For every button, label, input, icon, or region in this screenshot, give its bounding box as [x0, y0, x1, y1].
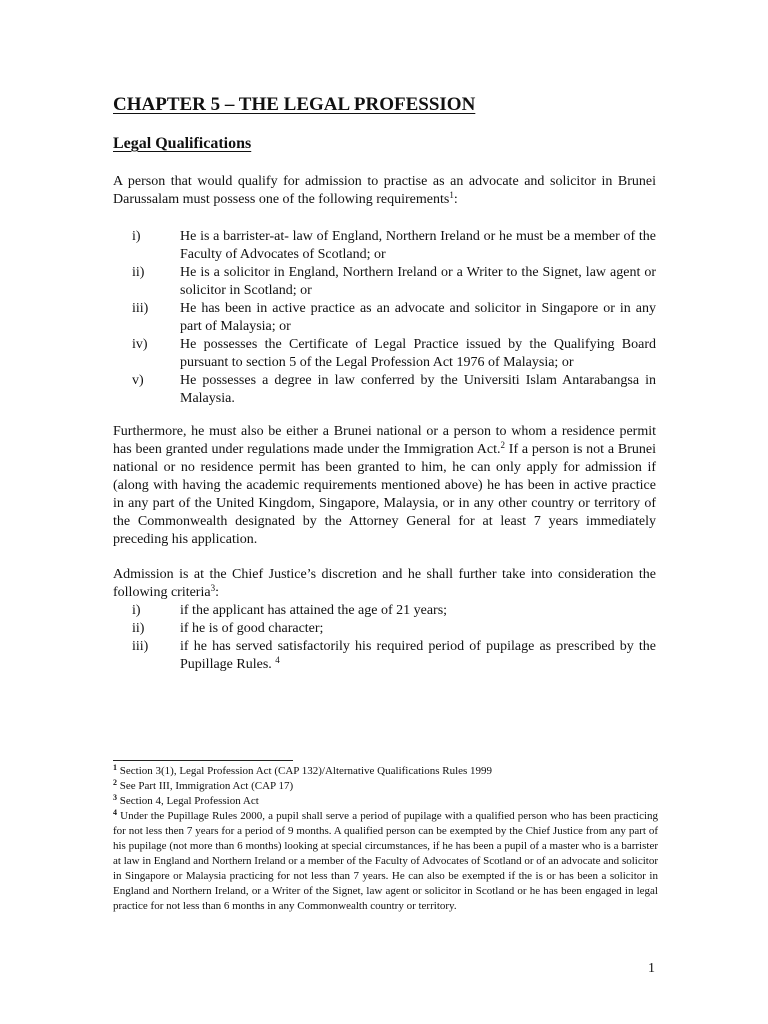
intro-paragraph	[113, 173, 656, 209]
residence-text-part2: If a person is not a Brunei national or no residence permit has been granted to him, he can only apply for admission if (along with having the academic requirements mentioned above) he has been in active practice in any part of the United Kingdom, Singapore, Malaysia, or in any other country or territory of the Commonwealth designated by the Attorney General for at least 7 years immediately preceding his application.	[113, 442, 656, 547]
footnote	[113, 764, 658, 779]
chapter-title: CHAPTER 5 – THE LEGAL PROFESSION	[113, 94, 476, 115]
footnote	[113, 779, 658, 794]
footnote	[113, 809, 658, 914]
list-item	[113, 638, 656, 674]
criteria-list	[113, 602, 656, 674]
list-item-number: ii)	[132, 265, 145, 280]
footnote-text: See Part III, Immigration Act (CAP 17)	[119, 780, 294, 792]
list-item-text: He is a barrister-at- law of England, Northern Ireland or he must be a member of the Faculty of Advocates of Scotland; or	[180, 229, 656, 262]
residence-paragraph	[113, 423, 656, 549]
section-heading: Legal Qualifications	[113, 135, 252, 152]
list-item-number: iii)	[132, 639, 149, 654]
list-item	[113, 602, 656, 620]
list-item	[113, 372, 656, 408]
footnote-separator	[113, 760, 293, 761]
page-number: 1	[648, 961, 655, 976]
list-item	[113, 228, 656, 264]
footnote-text: Section 3(1), Legal Profession Act (CAP 132)/Alternative Qualifications Rules 1999	[119, 765, 493, 777]
list-item-number: i)	[132, 229, 141, 244]
list-item-number: iii)	[132, 301, 149, 316]
footnote-ref: 2	[500, 440, 506, 450]
footnote-ref: 4	[275, 655, 280, 665]
list-item-number: v)	[132, 373, 144, 388]
footnote-text: Under the Pupillage Rules 2000, a pupil shall serve a period of pupilage with a qualified person who has been practicing for not less then 7 years for a period of 9 months. A qualified person can be exempted by the Chief Justice from any part of his pupilage (not more than 6 months) looking at special circumstances, if he has been a pupil of a master who is a barrister at law in England and Northern Ireland or a member of the Faculty of Advocates of Scotland or of an advocate and solicitor in Singapore or Malaysia practicing for not less than 7 years. He can also be exempted if the is or has been a solicitor in England and Northern Ireland, or a Writer of the Signet, law agent or solicitor in Scotland or he has been engaged in legal practice for not less than 6 months in any Commonwealth country or territory.	[113, 810, 659, 912]
footnote-number: 3	[113, 793, 117, 802]
list-item	[113, 264, 656, 300]
list-item-text: He is a solicitor in England, Northern Ireland or a Writer to the Signet, law agent or solicitor in Scotland; or	[180, 265, 656, 298]
footnote-text: Section 4, Legal Profession Act	[119, 795, 259, 807]
footnote-number: 2	[113, 778, 117, 787]
list-item-text: if he is of good character;	[180, 621, 324, 636]
footnote-number: 4	[113, 808, 117, 817]
intro-end: :	[453, 192, 458, 207]
footnote	[113, 794, 658, 809]
criteria-list-container	[113, 602, 656, 674]
list-item-number: ii)	[132, 621, 145, 636]
footnotes	[113, 764, 658, 914]
list-item-number: i)	[132, 603, 141, 618]
list-item	[113, 336, 656, 372]
list-item-text: if he has served satisfactorily his required period of pupilage as prescribed by the Pupillage Rules.	[180, 639, 656, 672]
list-item	[113, 300, 656, 336]
list-item-text: He possesses a degree in law conferred by the Universiti Islam Antarabangsa in Malaysia.	[180, 373, 656, 406]
list-item-text: He possesses the Certificate of Legal Practice issued by the Qualifying Board pursuant to section 5 of the Legal Profession Act 1976 of Malaysia; or	[180, 337, 656, 370]
footnote-ref: 3	[210, 583, 216, 593]
requirements-list	[113, 228, 656, 408]
admission-paragraph	[113, 566, 656, 602]
requirements-list-container	[113, 228, 656, 408]
footnote-number: 1	[113, 763, 117, 772]
admission-text: Admission is at the Chief Justice’s discretion and he shall further take into consideration the following criteria	[113, 567, 656, 600]
list-item-number: iv)	[132, 337, 148, 352]
list-item	[113, 620, 656, 638]
intro-text: A person that would qualify for admission to practise as an advocate and solicitor in Brunei Darussalam must possess one of the following requirements	[113, 174, 656, 207]
list-item-text: He has been in active practice as an advocate and solicitor in Singapore or in any part of Malaysia; or	[180, 301, 656, 334]
residence-text-part1: Furthermore, he must also be either a Brunei national or a person to whom a residence permit has been granted under regulations made under the Immigration Act.	[113, 424, 656, 457]
footnote-ref: 1	[449, 190, 454, 200]
admission-end: :	[215, 585, 219, 600]
list-item-text: if the applicant has attained the age of 21 years;	[180, 603, 448, 618]
